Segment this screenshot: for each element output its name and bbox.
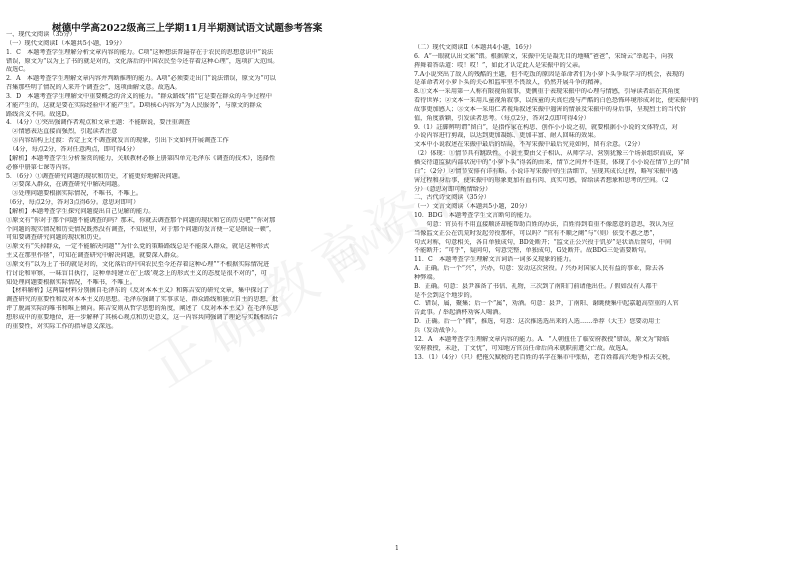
right-column [414, 44, 776, 547]
text-line: 主义在那里作怪”，可知在调查研究中解决问题，就要深入群众。 [6, 252, 183, 260]
text-line: A．正确。后一个“兴”，兴办，句意：发动这次营役。/ 兴办对国家人民有益的事业，除去各 [414, 265, 664, 273]
text-line: 召集那些明了情况的人来开个调查会”，选项曲解文意。故选A。 [6, 84, 181, 92]
text-line: 个问题的现实情况和历史情况既然没有调查，不知底里，对于那个问题的发言便一定是瞎说一顿”， [6, 225, 276, 233]
text-line: 4．（4分）①突出强调作者观点和文章主题：不能瞎说，要注重调查 [6, 119, 191, 127]
text-line: 【解析】本题考查学生探究问题提出自己见解的能力。 [6, 207, 155, 215]
text-line: 插交待道监狱内部状况中的“小萝卜头”得名的由来，情节之间并不连贯，体现了小小说在情节上的“留 [414, 158, 690, 166]
text-line: 11．C 本题考查学生理解文言词语一词多义现象的能力。 [414, 256, 576, 264]
text-line: 兵（发动战争）。 [414, 327, 461, 334]
text-line: 种弊端。 [414, 273, 439, 281]
text-line: （二）现代文阅读Ⅱ（本题共4小题，16分） [414, 44, 536, 51]
text-line: 调查研究的重要性和反对本本主义的思想。毛泽东强调了实事求是、群众路线和独立自主的思想，批 [6, 296, 279, 304]
text-line: 评了脱离实际的唯书和唯上倾向。陈吉安则从哲学思想的角度，阐述了《反对本本主义》在毛泽东思 [6, 305, 279, 313]
text-line: 告此事。/ 举起酒杯劝客人喝酒。 [414, 309, 505, 317]
text-line: 想形成中的重要地位，进一步解释了其核心观点和历史意义，这一内容共同强调了理论与实践相结合 [6, 314, 279, 321]
text-line: 6．A“一眼就认出文案”错。根据原文，宋振中先是凝无目的地喊“爸爸”，宋绮云“举起手，向我 [414, 52, 674, 60]
text-line: 是革命者对小萝卜头的关心和监牢里不畏敌人，仍然开展斗争的精神。 [414, 79, 606, 87]
text-line: 7.A小说突出了敌人的残酷的主题，但不吃饭的原因是革命者们为小萝卜头争取学习的机会，表现的 [414, 70, 685, 78]
text-line: 二、古代诗文阅读（35分） [414, 194, 490, 202]
text-line: 分）（意思对即可酌情给分） [414, 185, 492, 193]
text-line: 句意：官员有不用直接顺济却能帮助百姓的办法，百姓得到看重不像愿意的意思，我认为应 [414, 220, 674, 228]
text-line: 白”；（2分）②情节安排有详有略。小说详写宋振中的生活细节，呈现其成长过程，略写宋振中遇 [414, 167, 678, 175]
text-line: 的重要性，对实际工作的指导意义深远。 [6, 322, 118, 330]
text-line: 【解析】本题考查学生分析鉴赏的能力，关联教材必修上册第四单元毛泽东《调查的技术》，选择性 [6, 154, 276, 162]
text-line: 9.（1）註脚辨明谓“留白”，是指作家在构思、创作小小说之初，就要根据小小说的文体特点，对 [414, 123, 678, 131]
text-line: 故事更加感人；③文本一采用仁者视角叙述宋振中遇害的情景及宋振中的身后事，呈现烈士的当代价 [414, 105, 687, 113]
text-line: （6分，每点2分，答对3点得6分。意思对即可） [6, 199, 140, 207]
text-line: 行讨论和审察，一味盲目执行，这种单纯建立在‘上级’观念上的形式主义的态度是很不对的”，可 [6, 269, 267, 277]
text-line: 必修中册第七课等内容。 [6, 163, 75, 171]
page-number: 1 [395, 545, 399, 552]
text-line: 不能断开；“可乎”，疑问句，句意完整，单独成句，G处断开。故BDG三处需要断句。 [414, 247, 651, 255]
page-title: 树德中学高2022级高三上学期11月半期测试语文试题参考答案 [52, 23, 323, 34]
left-column [6, 31, 410, 547]
text-line: 错误，原文为“以为上了书的就是对的，文化落后的中国农民至今还存着这种心理”，选项扩大范围。 [6, 57, 279, 65]
text-line: 知处理问题要根据实际情况，不唯书，不唯上。 [6, 278, 136, 286]
text-line: ③内容结构上过渡：否定上文不调查就发言的现象，引出下文如何开展调查工作 [6, 137, 229, 145]
text-line: 看待世界；②文本一采用儿童视角叙事，以孩童的天真烂漫与严酷的白色恐怖环境形成对比，使宋振中的 [414, 97, 699, 105]
text-line: 12．A 本题考查学生理解文章内容的能力。A．“人朝扭任了临安府教授”错误，原文为“除临 [414, 335, 670, 343]
text-line: C．错误，属，聚集；后一个“属”，劝酒。句意：县尹，丁南阳、谢眺便集中起嘉超高望重的人官 [414, 300, 679, 308]
text-line: 8.①文本一采用第一人称有限视角叙事，更侧重于表现宋振中的心理与情感，引导读者站在其角度 [414, 88, 680, 96]
text-line: ③原文有“以为上了书的就是对的，文化落后的中国农民至今还存着这种心理”“不根据实际情况进 [6, 260, 270, 268]
text-line: ②要深入群众，在调查研究中解决问题。 [6, 181, 124, 189]
text-line: D．正确。后一个“拥”，推选，句意：这次推选选出来的人选……举荐（大王）您要动用士 [414, 318, 661, 326]
text-line: B．正确。句意：县尹准备了书信、礼物，三次到了南阳门前请他出任。/ 假如没有人都干 [414, 282, 658, 290]
text-line: 害过程和身后事，使宋振中的形象更加有血有肉、真实可感，留给读者想象和思考的空间。（2 [414, 176, 669, 184]
text-line: 1．C 本题考查学生理解分析文章内容的能力。C项“这种想法普遍存在于农民的思想意识中”说法 [6, 48, 274, 56]
text-line: 2．A 本题考查学生理解文章内容并判断推理的能力。A项“必须要走出门”说法错误，原文为“可以 [6, 75, 276, 83]
text-line: 可知要调查研究问题的现状和历史。 [6, 234, 105, 242]
text-line: ③处理问题要根据实际情况，不唯书，不唯上。 [6, 190, 143, 198]
text-line: ②原文有“失掉群众，一定不能解决问题”“为什么党的策略路线总是不能深入群众，就是这种形式 [6, 243, 270, 251]
text-line: （2）体现：①情节具有跳跃性。小说主要由父子相认、从师学习、营别犹豫三个场景组织而成，穿 [414, 150, 684, 158]
text-line: 句式对称，句意相关，各自单独成句，BD处断开；“监文正公兴役于饥岁”是状语后置句，中间 [414, 238, 672, 246]
text-line: 安府教授，未赴，丁文忧”，可知地方官员任命后尚未就职前遭父亡故。故选A。 [414, 344, 633, 352]
text-line: 10．BDG 本题考查学生文言断句的能力。 [414, 212, 536, 220]
text-line: 值，角度新颖，引发读者思考。（每点2分，答对2点即可得4分） [414, 114, 590, 122]
text-line: 挥舞着答话道：哎！哎！”，如此才认定此人是宋振中的父亲。 [414, 61, 585, 69]
text-line: 是不会到这个地步的。 [414, 291, 476, 299]
text-line: 3．D 本题考查学生理解文中重要概念的含义的能力。“群众路线”指“它是要在群众的斗争过程中 [6, 92, 272, 100]
text-line: 文本中小说叙述在宋振中最后的结局，不写宋振中最后究竟如何，留有余意。（2分） [414, 141, 644, 149]
text-line: 才能产生的，这就是要在实际经验中才能产生”。D项核心内容为“为人民服务”，与原文的群众 [6, 101, 262, 109]
text-line: （4分，每点2分，答对任意两点，即可得4分） [6, 145, 139, 153]
text-line: （一）文言文阅读（本题共5小题，20分） [414, 203, 531, 211]
text-line: 小说内容进行剪裁，以达到更加凝练、更加丰富、耐人回味的效果。 [414, 132, 600, 140]
text-line: 路线含义不同。故选D。 [6, 110, 73, 118]
text-line: （一）现代文阅读Ⅰ（本题共5小题，19分） [6, 39, 126, 47]
text-line: 当像监文正公在饥荒时发起劳役那样，可以吗？“官有不顺之阑”与“（则）依受不惠之患”， [414, 229, 659, 237]
text-line: 故选C。 [6, 66, 30, 74]
text-line: 【材料解析】这两篇材料分别摘自毛泽东的《反对本本主义》和陈吉安的研究文章，集中探讨了 [6, 287, 269, 295]
text-line: ①原文有“你对于那个问题不能调查的吗？那末，你就去调查那个问题的现状和它的历史吧”“你对那 [6, 216, 276, 224]
text-line: 一、现代文阅读（35分） [6, 31, 76, 38]
text-line: ②情感表达直接而强烈，引起读者注意 [6, 128, 118, 136]
text-line: 5．（6分）①调查研究问题的现状和历史，才能更好地解决问题。 [6, 172, 185, 180]
text-line: 13．（1）（4分）（只）把拖欠赋税的老百姓的名字在集市中张贴，老百姓都高兴地争相去交税， [414, 353, 675, 361]
